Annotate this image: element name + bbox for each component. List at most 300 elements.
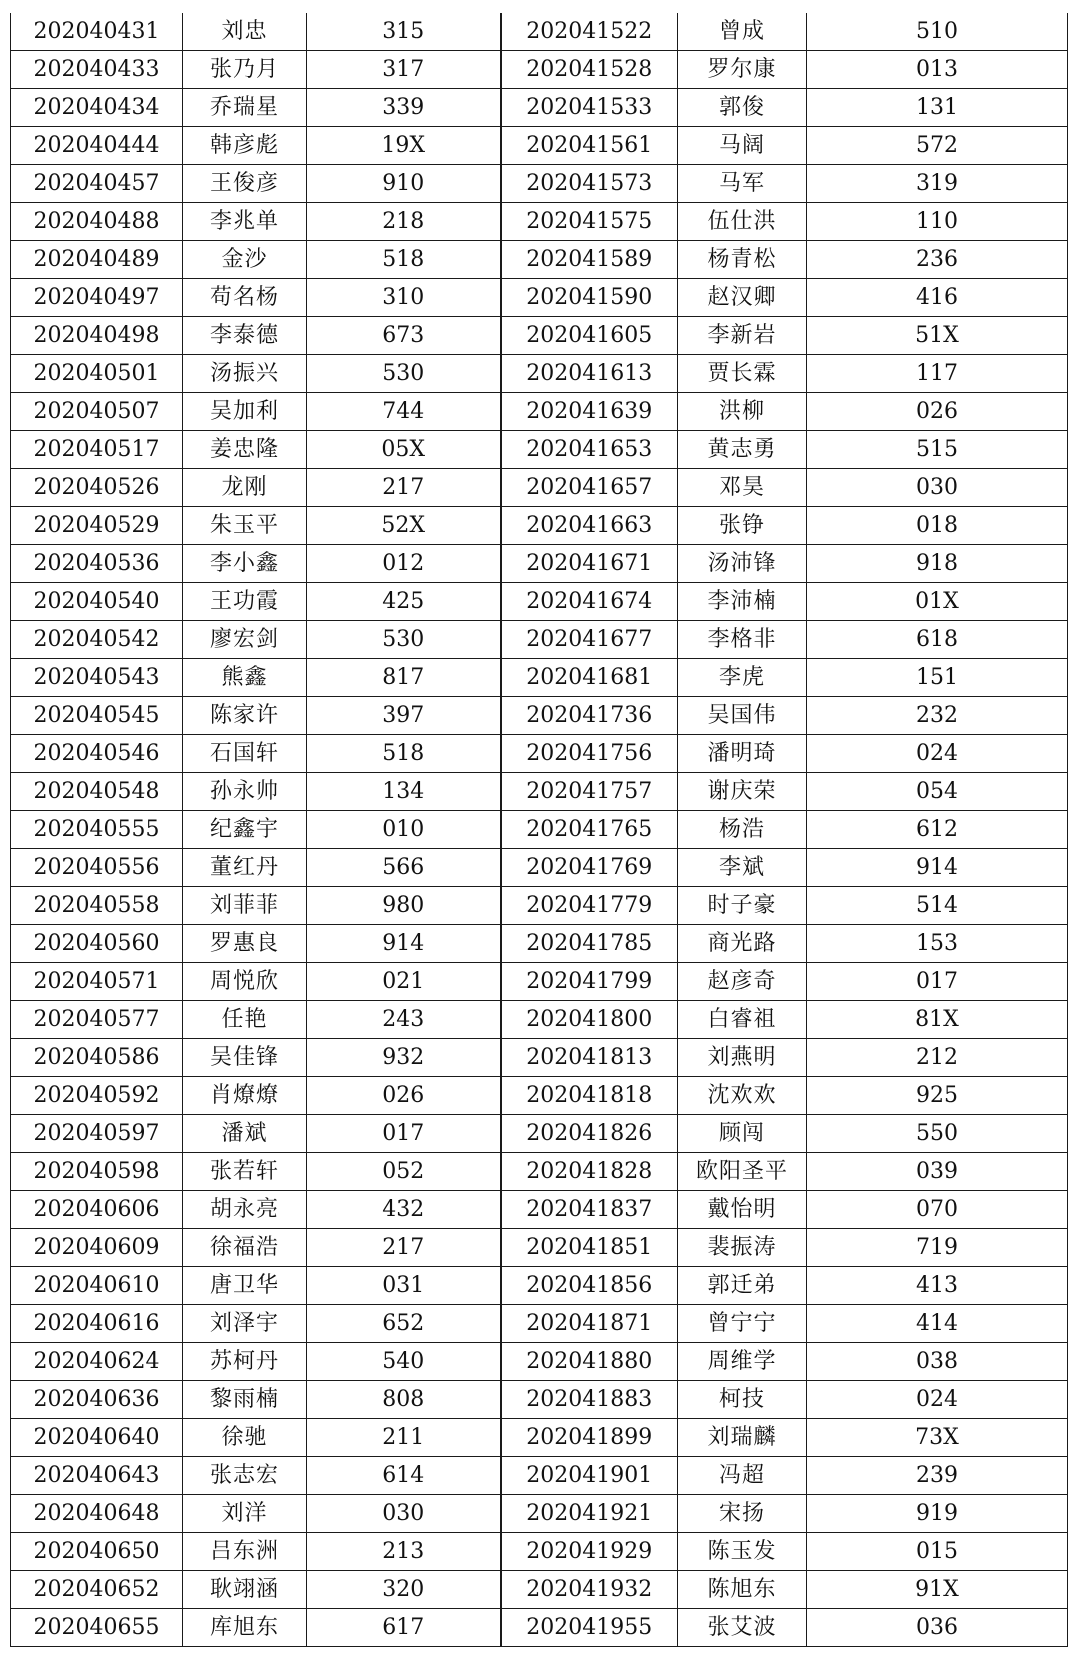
left-name-cell: 石国轩	[183, 735, 307, 773]
table-row	[11, 279, 1068, 317]
right-id-cell: 202041818	[501, 1077, 678, 1115]
left-code-cell: 243	[307, 1001, 501, 1039]
table-row	[11, 1381, 1068, 1419]
right-name-cell: 杨浩	[678, 811, 807, 849]
left-id-cell: 202040586	[11, 1039, 183, 1077]
right-code-cell: 515	[807, 431, 1068, 469]
table-row	[11, 1267, 1068, 1305]
right-name-cell: 贾长霖	[678, 355, 807, 393]
table-row	[11, 1457, 1068, 1495]
right-code-cell: 013	[807, 51, 1068, 89]
right-id-cell: 202041899	[501, 1419, 678, 1457]
left-code-cell: 397	[307, 697, 501, 735]
left-id-cell: 202040434	[11, 89, 183, 127]
right-id-cell: 202041883	[501, 1381, 678, 1419]
left-id-cell: 202040501	[11, 355, 183, 393]
right-id-cell: 202041901	[501, 1457, 678, 1495]
left-id-cell: 202040556	[11, 849, 183, 887]
right-id-cell: 202041575	[501, 203, 678, 241]
roster-table	[10, 13, 1068, 1647]
right-id-cell: 202041573	[501, 165, 678, 203]
left-code-cell: 218	[307, 203, 501, 241]
table-row	[11, 127, 1068, 165]
right-name-cell: 曾宁宁	[678, 1305, 807, 1343]
table-row	[11, 165, 1068, 203]
table-row	[11, 1077, 1068, 1115]
table-row	[11, 1191, 1068, 1229]
table-row	[11, 13, 1068, 51]
table-row	[11, 621, 1068, 659]
right-code-cell: 024	[807, 735, 1068, 773]
table-row	[11, 963, 1068, 1001]
right-name-cell: 周维学	[678, 1343, 807, 1381]
left-code-cell: 932	[307, 1039, 501, 1077]
left-code-cell: 017	[307, 1115, 501, 1153]
right-code-cell: 510	[807, 13, 1068, 51]
table-row	[11, 1343, 1068, 1381]
table-row	[11, 431, 1068, 469]
left-id-cell: 202040431	[11, 13, 183, 51]
right-id-cell: 202041826	[501, 1115, 678, 1153]
left-name-cell: 汤振兴	[183, 355, 307, 393]
left-code-cell: 540	[307, 1343, 501, 1381]
right-name-cell: 黄志勇	[678, 431, 807, 469]
left-name-cell: 李兆单	[183, 203, 307, 241]
left-name-cell: 纪鑫宇	[183, 811, 307, 849]
left-id-cell: 202040529	[11, 507, 183, 545]
left-id-cell: 202040555	[11, 811, 183, 849]
left-code-cell: 317	[307, 51, 501, 89]
right-id-cell: 202041736	[501, 697, 678, 735]
right-name-cell: 戴怡明	[678, 1191, 807, 1229]
left-name-cell: 龙刚	[183, 469, 307, 507]
left-name-cell: 徐福浩	[183, 1229, 307, 1267]
left-code-cell: 012	[307, 545, 501, 583]
right-id-cell: 202041880	[501, 1343, 678, 1381]
table-row	[11, 393, 1068, 431]
table-row	[11, 583, 1068, 621]
left-id-cell: 202040488	[11, 203, 183, 241]
table-row	[11, 355, 1068, 393]
left-id-cell: 202040655	[11, 1609, 183, 1647]
right-name-cell: 罗尔康	[678, 51, 807, 89]
left-code-cell: 673	[307, 317, 501, 355]
left-name-cell: 张乃月	[183, 51, 307, 89]
table-row	[11, 1115, 1068, 1153]
left-code-cell: 744	[307, 393, 501, 431]
table-row	[11, 697, 1068, 735]
right-code-cell: 024	[807, 1381, 1068, 1419]
right-code-cell: 550	[807, 1115, 1068, 1153]
left-name-cell: 金沙	[183, 241, 307, 279]
right-id-cell: 202041561	[501, 127, 678, 165]
right-id-cell: 202041871	[501, 1305, 678, 1343]
right-name-cell: 张艾波	[678, 1609, 807, 1647]
left-name-cell: 潘斌	[183, 1115, 307, 1153]
right-code-cell: 51X	[807, 317, 1068, 355]
table-row	[11, 1495, 1068, 1533]
right-name-cell: 马阔	[678, 127, 807, 165]
left-id-cell: 202040497	[11, 279, 183, 317]
right-code-cell: 719	[807, 1229, 1068, 1267]
left-name-cell: 刘泽宇	[183, 1305, 307, 1343]
left-name-cell: 李小鑫	[183, 545, 307, 583]
left-id-cell: 202040498	[11, 317, 183, 355]
left-name-cell: 任艳	[183, 1001, 307, 1039]
left-id-cell: 202040640	[11, 1419, 183, 1457]
left-name-cell: 孙永帅	[183, 773, 307, 811]
table-row	[11, 1153, 1068, 1191]
table-row	[11, 735, 1068, 773]
left-name-cell: 王功霞	[183, 583, 307, 621]
right-id-cell: 202041800	[501, 1001, 678, 1039]
left-code-cell: 031	[307, 1267, 501, 1305]
right-id-cell: 202041837	[501, 1191, 678, 1229]
table-row	[11, 925, 1068, 963]
right-code-cell: 918	[807, 545, 1068, 583]
right-name-cell: 宋扬	[678, 1495, 807, 1533]
left-id-cell: 202040517	[11, 431, 183, 469]
left-name-cell: 刘菲菲	[183, 887, 307, 925]
right-id-cell: 202041639	[501, 393, 678, 431]
table-row	[11, 89, 1068, 127]
right-id-cell: 202041921	[501, 1495, 678, 1533]
left-name-cell: 黎雨楠	[183, 1381, 307, 1419]
right-name-cell: 陈玉发	[678, 1533, 807, 1571]
left-id-cell: 202040457	[11, 165, 183, 203]
right-id-cell: 202041757	[501, 773, 678, 811]
right-code-cell: 151	[807, 659, 1068, 697]
left-id-cell: 202040577	[11, 1001, 183, 1039]
right-id-cell: 202041765	[501, 811, 678, 849]
right-name-cell: 刘燕明	[678, 1039, 807, 1077]
left-name-cell: 董红丹	[183, 849, 307, 887]
left-id-cell: 202040610	[11, 1267, 183, 1305]
right-name-cell: 冯超	[678, 1457, 807, 1495]
left-id-cell: 202040616	[11, 1305, 183, 1343]
left-code-cell: 566	[307, 849, 501, 887]
right-id-cell: 202041590	[501, 279, 678, 317]
left-id-cell: 202040592	[11, 1077, 183, 1115]
right-code-cell: 514	[807, 887, 1068, 925]
table-row	[11, 51, 1068, 89]
left-id-cell: 202040433	[11, 51, 183, 89]
roster-table-body	[11, 13, 1068, 1647]
right-id-cell: 202041589	[501, 241, 678, 279]
right-name-cell: 刘瑞麟	[678, 1419, 807, 1457]
left-code-cell: 213	[307, 1533, 501, 1571]
left-name-cell: 唐卫华	[183, 1267, 307, 1305]
left-code-cell: 817	[307, 659, 501, 697]
right-name-cell: 时子豪	[678, 887, 807, 925]
left-code-cell: 217	[307, 469, 501, 507]
left-id-cell: 202040624	[11, 1343, 183, 1381]
left-id-cell: 202040444	[11, 127, 183, 165]
right-name-cell: 郭迁弟	[678, 1267, 807, 1305]
left-name-cell: 刘忠	[183, 13, 307, 51]
left-code-cell: 910	[307, 165, 501, 203]
right-name-cell: 谢庆荣	[678, 773, 807, 811]
right-name-cell: 李格非	[678, 621, 807, 659]
right-name-cell: 马军	[678, 165, 807, 203]
left-name-cell: 周悦欣	[183, 963, 307, 1001]
table-row	[11, 659, 1068, 697]
left-code-cell: 021	[307, 963, 501, 1001]
left-code-cell: 010	[307, 811, 501, 849]
left-code-cell: 52X	[307, 507, 501, 545]
right-id-cell: 202041533	[501, 89, 678, 127]
right-code-cell: 232	[807, 697, 1068, 735]
right-name-cell: 商光路	[678, 925, 807, 963]
table-row	[11, 1419, 1068, 1457]
table-row	[11, 1001, 1068, 1039]
right-name-cell: 杨青松	[678, 241, 807, 279]
right-id-cell: 202041799	[501, 963, 678, 1001]
left-name-cell: 耿翊涵	[183, 1571, 307, 1609]
left-name-cell: 乔瑞星	[183, 89, 307, 127]
table-row	[11, 773, 1068, 811]
right-id-cell: 202041785	[501, 925, 678, 963]
left-id-cell: 202040560	[11, 925, 183, 963]
right-code-cell: 038	[807, 1343, 1068, 1381]
left-code-cell: 211	[307, 1419, 501, 1457]
right-code-cell: 054	[807, 773, 1068, 811]
table-row	[11, 849, 1068, 887]
right-name-cell: 欧阳圣平	[678, 1153, 807, 1191]
left-code-cell: 914	[307, 925, 501, 963]
right-name-cell: 赵彦奇	[678, 963, 807, 1001]
left-id-cell: 202040606	[11, 1191, 183, 1229]
table-row	[11, 1229, 1068, 1267]
right-id-cell: 202041657	[501, 469, 678, 507]
right-code-cell: 914	[807, 849, 1068, 887]
right-name-cell: 邓昊	[678, 469, 807, 507]
table-row	[11, 1305, 1068, 1343]
right-name-cell: 裴振涛	[678, 1229, 807, 1267]
right-id-cell: 202041955	[501, 1609, 678, 1647]
left-name-cell: 李泰德	[183, 317, 307, 355]
left-id-cell: 202040545	[11, 697, 183, 735]
right-code-cell: 236	[807, 241, 1068, 279]
right-name-cell: 潘明琦	[678, 735, 807, 773]
right-name-cell: 白睿祖	[678, 1001, 807, 1039]
right-name-cell: 伍仕洪	[678, 203, 807, 241]
right-name-cell: 李新岩	[678, 317, 807, 355]
left-id-cell: 202040548	[11, 773, 183, 811]
left-id-cell: 202040652	[11, 1571, 183, 1609]
table-row	[11, 203, 1068, 241]
right-code-cell: 039	[807, 1153, 1068, 1191]
right-id-cell: 202041605	[501, 317, 678, 355]
left-name-cell: 胡永亮	[183, 1191, 307, 1229]
left-id-cell: 202040543	[11, 659, 183, 697]
left-name-cell: 姜忠隆	[183, 431, 307, 469]
right-id-cell: 202041932	[501, 1571, 678, 1609]
left-code-cell: 052	[307, 1153, 501, 1191]
right-code-cell: 01X	[807, 583, 1068, 621]
right-code-cell: 212	[807, 1039, 1068, 1077]
left-code-cell: 518	[307, 735, 501, 773]
right-code-cell: 030	[807, 469, 1068, 507]
left-code-cell: 310	[307, 279, 501, 317]
right-name-cell: 赵汉卿	[678, 279, 807, 317]
left-id-cell: 202040571	[11, 963, 183, 1001]
left-id-cell: 202040636	[11, 1381, 183, 1419]
right-name-cell: 顾闯	[678, 1115, 807, 1153]
left-code-cell: 617	[307, 1609, 501, 1647]
right-code-cell: 416	[807, 279, 1068, 317]
right-id-cell: 202041522	[501, 13, 678, 51]
left-id-cell: 202040648	[11, 1495, 183, 1533]
right-name-cell: 吴国伟	[678, 697, 807, 735]
right-code-cell: 91X	[807, 1571, 1068, 1609]
left-name-cell: 熊鑫	[183, 659, 307, 697]
table-row	[11, 317, 1068, 355]
left-name-cell: 王俊彦	[183, 165, 307, 203]
right-code-cell: 026	[807, 393, 1068, 431]
right-code-cell: 81X	[807, 1001, 1068, 1039]
right-id-cell: 202041681	[501, 659, 678, 697]
right-name-cell: 曾成	[678, 13, 807, 51]
table-row	[11, 1571, 1068, 1609]
left-id-cell: 202040507	[11, 393, 183, 431]
left-name-cell: 陈家许	[183, 697, 307, 735]
table-row	[11, 887, 1068, 925]
left-code-cell: 026	[307, 1077, 501, 1115]
left-name-cell: 刘洋	[183, 1495, 307, 1533]
left-code-cell: 320	[307, 1571, 501, 1609]
left-code-cell: 652	[307, 1305, 501, 1343]
left-name-cell: 朱玉平	[183, 507, 307, 545]
right-id-cell: 202041779	[501, 887, 678, 925]
left-id-cell: 202040536	[11, 545, 183, 583]
left-code-cell: 425	[307, 583, 501, 621]
right-name-cell: 李沛楠	[678, 583, 807, 621]
left-name-cell: 张若轩	[183, 1153, 307, 1191]
table-row	[11, 469, 1068, 507]
left-name-cell: 吕东洲	[183, 1533, 307, 1571]
left-id-cell: 202040643	[11, 1457, 183, 1495]
table-row	[11, 241, 1068, 279]
right-name-cell: 李斌	[678, 849, 807, 887]
left-code-cell: 030	[307, 1495, 501, 1533]
right-code-cell: 015	[807, 1533, 1068, 1571]
right-code-cell: 070	[807, 1191, 1068, 1229]
left-id-cell: 202040558	[11, 887, 183, 925]
right-code-cell: 73X	[807, 1419, 1068, 1457]
left-name-cell: 苟名杨	[183, 279, 307, 317]
left-name-cell: 廖宏剑	[183, 621, 307, 659]
right-code-cell: 572	[807, 127, 1068, 165]
right-code-cell: 018	[807, 507, 1068, 545]
left-code-cell: 217	[307, 1229, 501, 1267]
table-row	[11, 1039, 1068, 1077]
left-name-cell: 肖燎燎	[183, 1077, 307, 1115]
left-code-cell: 518	[307, 241, 501, 279]
right-name-cell: 陈旭东	[678, 1571, 807, 1609]
table-row	[11, 1609, 1068, 1647]
left-name-cell: 库旭东	[183, 1609, 307, 1647]
table-row	[11, 507, 1068, 545]
right-code-cell: 618	[807, 621, 1068, 659]
left-id-cell: 202040526	[11, 469, 183, 507]
right-id-cell: 202041851	[501, 1229, 678, 1267]
left-code-cell: 808	[307, 1381, 501, 1419]
right-id-cell: 202041813	[501, 1039, 678, 1077]
left-id-cell: 202040542	[11, 621, 183, 659]
right-name-cell: 沈欢欢	[678, 1077, 807, 1115]
table-row	[11, 545, 1068, 583]
left-id-cell: 202040609	[11, 1229, 183, 1267]
left-code-cell: 05X	[307, 431, 501, 469]
left-name-cell: 吴加利	[183, 393, 307, 431]
left-name-cell: 张志宏	[183, 1457, 307, 1495]
right-code-cell: 153	[807, 925, 1068, 963]
left-id-cell: 202040650	[11, 1533, 183, 1571]
right-id-cell: 202041653	[501, 431, 678, 469]
left-code-cell: 315	[307, 13, 501, 51]
right-code-cell: 117	[807, 355, 1068, 393]
right-id-cell: 202041663	[501, 507, 678, 545]
right-code-cell: 414	[807, 1305, 1068, 1343]
right-code-cell: 131	[807, 89, 1068, 127]
right-name-cell: 李虎	[678, 659, 807, 697]
left-code-cell: 19X	[307, 127, 501, 165]
right-name-cell: 柯技	[678, 1381, 807, 1419]
right-id-cell: 202041828	[501, 1153, 678, 1191]
right-id-cell: 202041769	[501, 849, 678, 887]
right-name-cell: 洪柳	[678, 393, 807, 431]
right-id-cell: 202041671	[501, 545, 678, 583]
table-row	[11, 811, 1068, 849]
right-id-cell: 202041674	[501, 583, 678, 621]
right-code-cell: 319	[807, 165, 1068, 203]
right-code-cell: 017	[807, 963, 1068, 1001]
left-code-cell: 530	[307, 355, 501, 393]
left-code-cell: 530	[307, 621, 501, 659]
left-id-cell: 202040598	[11, 1153, 183, 1191]
left-code-cell: 432	[307, 1191, 501, 1229]
left-code-cell: 339	[307, 89, 501, 127]
left-id-cell: 202040546	[11, 735, 183, 773]
right-id-cell: 202041613	[501, 355, 678, 393]
left-id-cell: 202040489	[11, 241, 183, 279]
right-code-cell: 110	[807, 203, 1068, 241]
right-code-cell: 925	[807, 1077, 1068, 1115]
left-id-cell: 202040540	[11, 583, 183, 621]
left-id-cell: 202040597	[11, 1115, 183, 1153]
left-name-cell: 吴佳锋	[183, 1039, 307, 1077]
table-row	[11, 1533, 1068, 1571]
right-name-cell: 郭俊	[678, 89, 807, 127]
left-name-cell: 韩彦彪	[183, 127, 307, 165]
right-code-cell: 919	[807, 1495, 1068, 1533]
left-code-cell: 614	[307, 1457, 501, 1495]
left-name-cell: 苏柯丹	[183, 1343, 307, 1381]
right-name-cell: 汤沛锋	[678, 545, 807, 583]
left-code-cell: 134	[307, 773, 501, 811]
right-code-cell: 239	[807, 1457, 1068, 1495]
right-name-cell: 张铮	[678, 507, 807, 545]
right-code-cell: 612	[807, 811, 1068, 849]
right-id-cell: 202041856	[501, 1267, 678, 1305]
right-id-cell: 202041677	[501, 621, 678, 659]
right-code-cell: 036	[807, 1609, 1068, 1647]
right-id-cell: 202041756	[501, 735, 678, 773]
left-name-cell: 徐驰	[183, 1419, 307, 1457]
right-code-cell: 413	[807, 1267, 1068, 1305]
right-id-cell: 202041528	[501, 51, 678, 89]
